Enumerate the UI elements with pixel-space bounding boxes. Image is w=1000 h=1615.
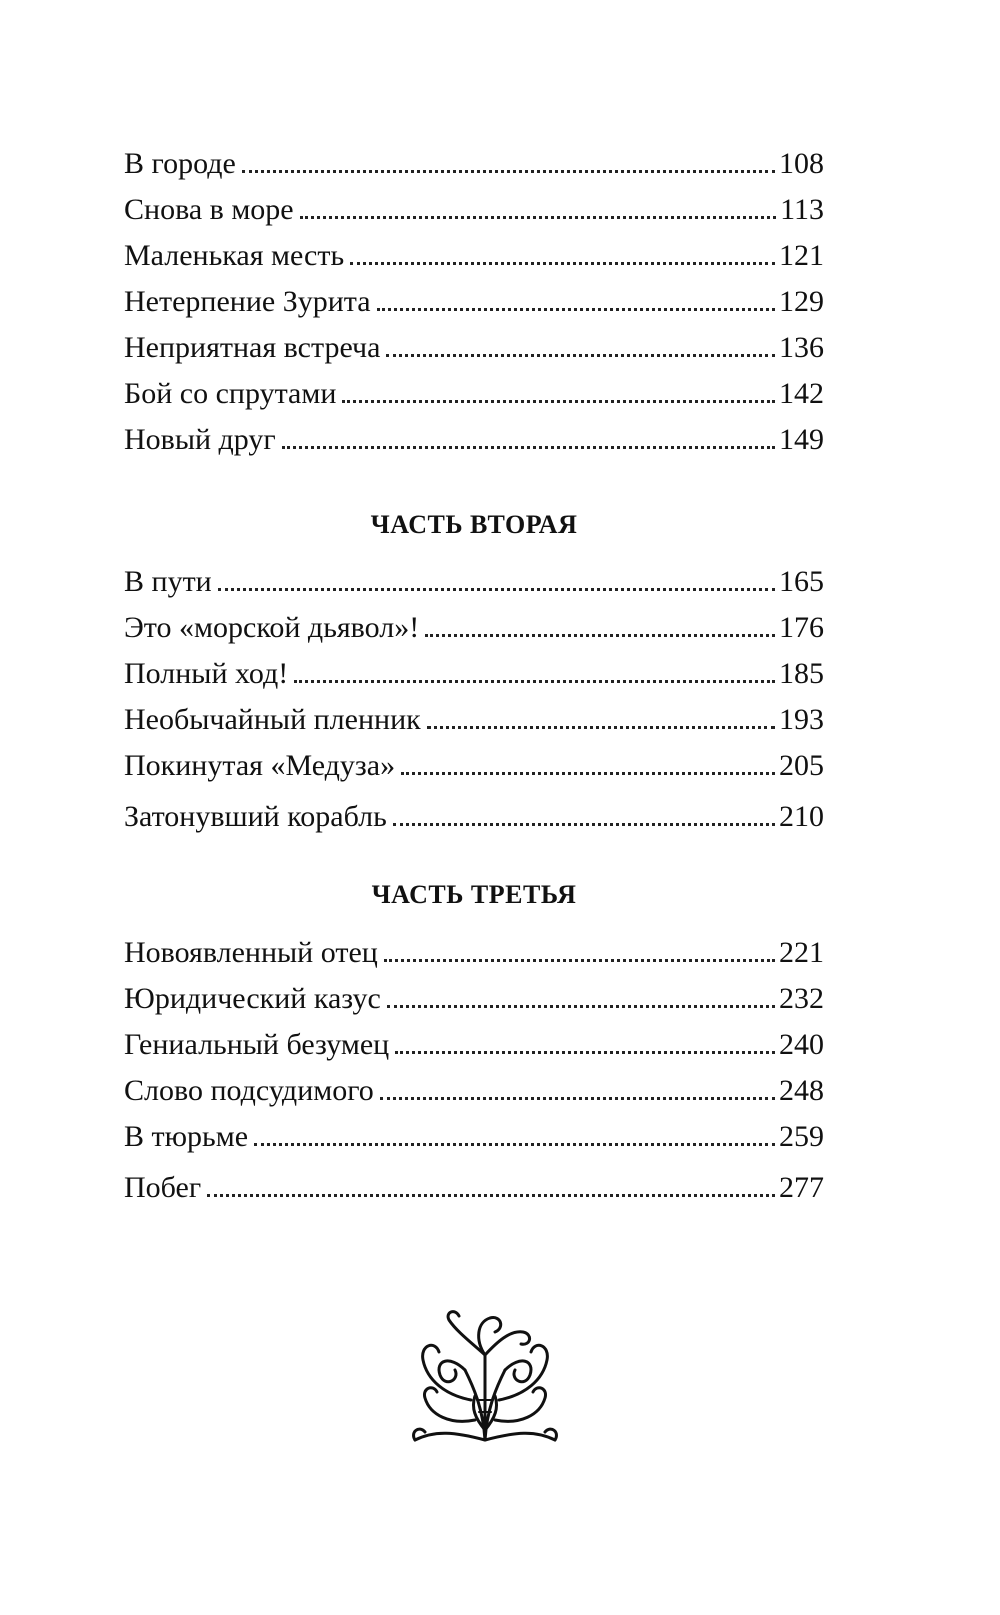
- toc-entry-page: 259: [779, 1120, 824, 1153]
- dot-leader: [384, 959, 775, 962]
- toc-entry[interactable]: [124, 1023, 824, 1063]
- toc-entry[interactable]: [124, 652, 824, 692]
- toc-entry-page: 232: [779, 982, 824, 1015]
- toc-entry[interactable]: [124, 560, 824, 600]
- toc-entry-page: 185: [779, 657, 824, 690]
- toc-entry-page: 248: [779, 1074, 824, 1107]
- toc-entry-title: Слово подсудимого: [124, 1074, 374, 1107]
- dot-leader: [425, 634, 775, 637]
- toc-entry-title: В городе: [124, 147, 236, 180]
- toc-entry[interactable]: [124, 744, 824, 784]
- toc-entry[interactable]: [124, 1115, 824, 1155]
- toc-entry-page: 142: [779, 377, 824, 410]
- dot-leader: [294, 680, 775, 683]
- toc-entry-title: Полный ход!: [124, 657, 289, 690]
- toc-entry-title: Это «морской дьявол»!: [124, 611, 420, 644]
- toc-entry-page: 221: [779, 936, 824, 969]
- toc-entry[interactable]: [124, 931, 824, 971]
- toc-entry[interactable]: [124, 280, 824, 320]
- toc-entry-page: 193: [779, 703, 824, 736]
- toc-entry-title: В пути: [124, 565, 212, 598]
- dot-leader: [387, 1005, 775, 1008]
- toc-entry-title: Новый друг: [124, 423, 276, 456]
- toc-entry-page: 129: [779, 285, 824, 318]
- toc-entry[interactable]: [124, 326, 824, 366]
- section-heading-part-two: ЧАСТЬ ВТОРАЯ: [370, 510, 578, 539]
- dot-leader: [427, 726, 775, 729]
- toc-entry-title: Побег: [124, 1171, 202, 1204]
- dot-leader: [300, 216, 776, 219]
- toc-entry[interactable]: [124, 188, 824, 228]
- toc-entry-title: Новоявленный отец: [124, 936, 378, 969]
- dot-leader: [282, 446, 775, 449]
- toc-entry-title: Затонувший корабль: [124, 800, 387, 833]
- toc-entry-page: 176: [779, 611, 824, 644]
- dot-leader: [207, 1194, 775, 1197]
- toc-entry[interactable]: [124, 372, 824, 412]
- toc-entry-page: 121: [779, 239, 824, 272]
- dot-leader: [395, 1051, 775, 1054]
- toc-entry-title: Нетерпение Зурита: [124, 285, 371, 318]
- dot-leader: [254, 1143, 775, 1146]
- toc-entry[interactable]: [124, 977, 824, 1017]
- toc-entry-title: Маленькая месть: [124, 239, 345, 272]
- toc-entry-page: 240: [779, 1028, 824, 1061]
- toc-entry-title: Гениальный безумец: [124, 1028, 390, 1061]
- dot-leader: [377, 308, 775, 311]
- toc-entry-title: Юридический казус: [124, 982, 381, 1015]
- toc-entry[interactable]: [124, 234, 824, 274]
- toc-entry-page: 277: [779, 1171, 824, 1204]
- toc-entry-title: В тюрьме: [124, 1120, 249, 1153]
- dot-leader: [242, 170, 775, 173]
- toc-entry[interactable]: [124, 1166, 824, 1206]
- toc-entry-page: 108: [779, 147, 824, 180]
- toc-entry-page: 136: [779, 331, 824, 364]
- toc-entry-title: Необычайный пленник: [124, 703, 421, 736]
- toc-entry-page: 165: [779, 565, 824, 598]
- toc-entry-title: Снова в море: [124, 193, 294, 226]
- toc-entry[interactable]: [124, 606, 824, 646]
- toc-entry-page: 113: [780, 193, 824, 226]
- toc-entry[interactable]: [124, 142, 824, 182]
- section-heading-part-three: ЧАСТЬ ТРЕТЬЯ: [371, 880, 577, 909]
- floral-vignette-icon: [405, 1300, 565, 1460]
- dot-leader: [401, 772, 775, 775]
- dot-leader: [386, 354, 775, 357]
- toc-entry-title: Бой со спрутами: [124, 377, 337, 410]
- toc-entry[interactable]: [124, 795, 824, 835]
- dot-leader: [380, 1097, 775, 1100]
- dot-leader: [393, 823, 775, 826]
- dot-leader: [350, 262, 775, 265]
- toc-entry[interactable]: [124, 698, 824, 738]
- toc-entry-page: 149: [779, 423, 824, 456]
- toc-entry-title: Покинутая «Медуза»: [124, 749, 396, 782]
- toc-entry[interactable]: [124, 1069, 824, 1109]
- toc-entry-title: Неприятная встреча: [124, 331, 381, 364]
- toc-entry-page: 210: [779, 800, 824, 833]
- dot-leader: [342, 400, 775, 403]
- toc-entry-page: 205: [779, 749, 824, 782]
- dot-leader: [218, 588, 775, 591]
- toc-entry[interactable]: [124, 418, 824, 458]
